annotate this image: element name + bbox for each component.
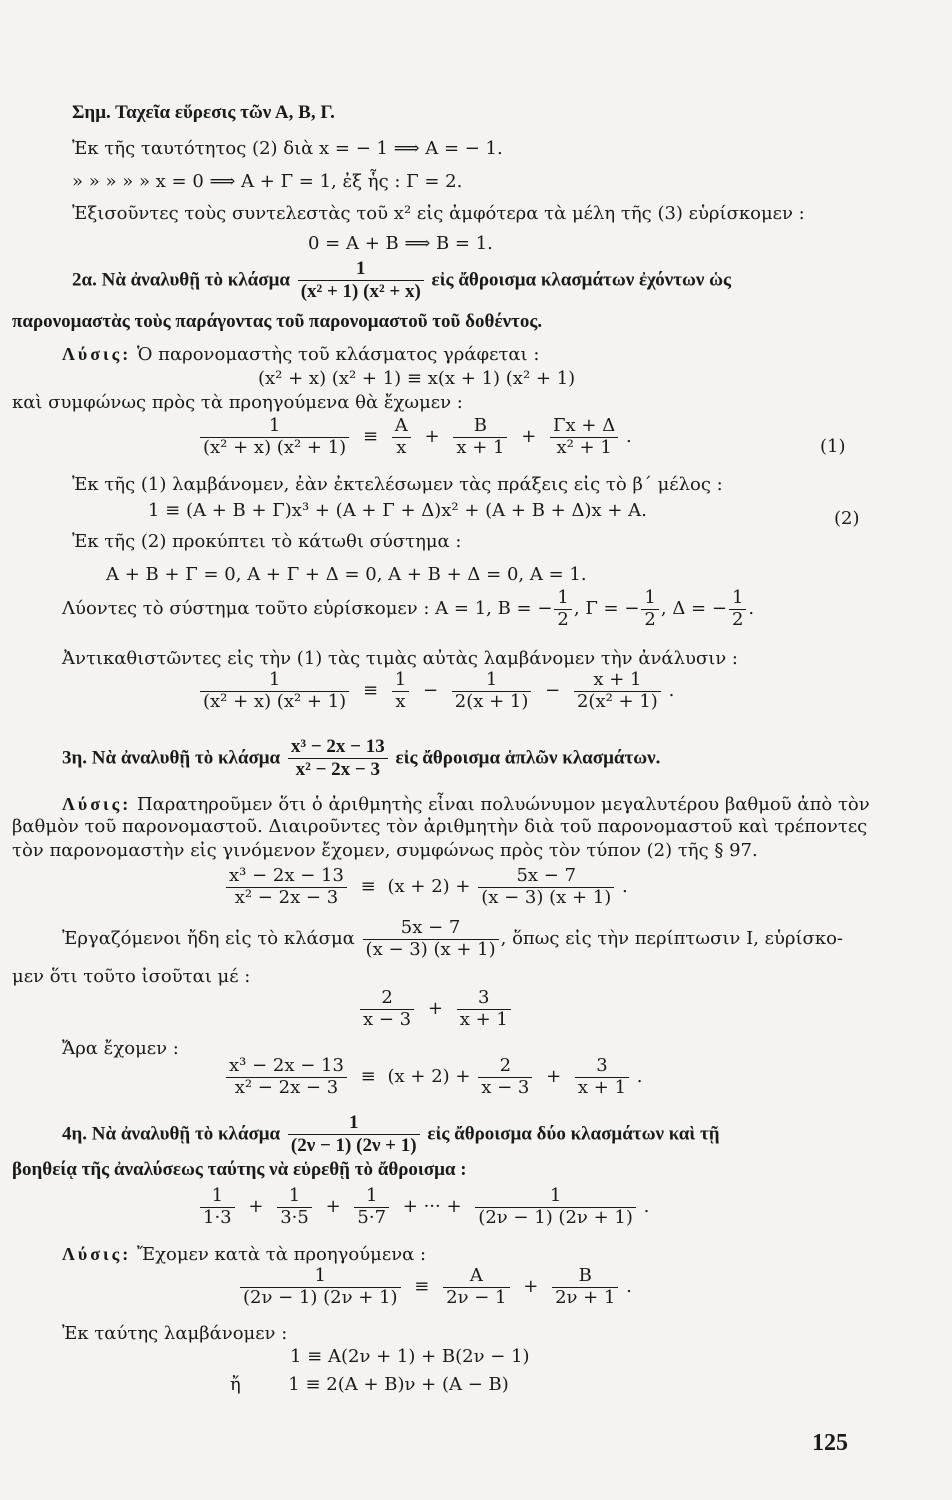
fraction [226,866,347,908]
numerator: 3 [575,1056,629,1078]
equation-tag: (2) [834,508,860,529]
period: . [626,1276,632,1298]
operator: + [523,1276,539,1298]
denominator: (2ν − 1) (2ν + 1) [290,1134,417,1156]
equation-sum [198,1186,649,1228]
text: , ὅπως εἰς τὴν περίπτωσιν Ι, εὑρίσκο- [500,928,843,950]
operator: − [422,680,439,702]
denominator: 2ν − 1 [446,1286,507,1308]
expression: (x + 2) + [387,1066,471,1088]
denominator: (x − 3) (x + 1) [365,938,496,960]
denominator: (x² + 1) (x² + x) [300,280,421,302]
fraction [240,1266,401,1308]
denominator: x² + 1 [556,436,612,458]
denominator: 5·7 [357,1206,387,1228]
numerator: 1 [200,416,349,438]
text-line: καὶ συμφώνως πρὸς τὰ προηγούμενα θὰ ἔχωμεν : [12,392,463,413]
denominator: x − 3 [363,1008,412,1030]
operator: + ··· + [402,1196,462,1218]
fraction [729,588,746,630]
denominator: 2(x² + 1) [576,690,658,712]
operator: + [427,998,443,1020]
period: . [625,426,632,448]
fraction [354,1186,389,1228]
operator: − [545,680,561,702]
problem-2a-heading [72,258,731,303]
text-line: Ἀντικαθιστῶντες εἰς τὴν (1) τὰς τιμὰς αὐτὰς λαμβάνομεν τὴν ἀνάλυσιν : [62,648,738,669]
fraction [226,1056,347,1098]
text-line: βαθμὸν τοῦ παρονομαστοῦ. Διαιροῦντες τὸν ἀριθμητὴν διὰ τοῦ παρονομαστοῦ καὶ τρέποντες [12,816,868,837]
text-line: τὸν παρονομαστὴν εἰς γινόμενον ἔχομεν, συμφώνως πρὸς τὸν τύπον (2) τῆς § 97. [12,840,758,861]
numerator: Γx + Δ [550,416,618,438]
fraction [574,670,661,712]
text-line: Ἐξισοῦντες τοὺς συντελεστὰς τοῦ x² εἰς ἀμφότερα τὰ μέλη τῆς (3) εὑρίσκομεν : [72,203,805,224]
equation-2: 1 ≡ (A + B + Γ)x³ + (A + Γ + Δ)x² + (A + B + Δ)x + A. [148,500,647,521]
denominator: 2 [644,608,656,630]
numerator: x³ − 2x − 13 [226,866,347,888]
denominator: 2 [557,608,569,630]
denominator: x + 1 [459,1008,508,1030]
equation [358,988,513,1030]
fraction [475,1186,636,1228]
operator: ≡ [360,876,376,898]
note-title: Σημ. Ταχεῖα εὕρεσις τῶν Α, Β, Γ. [72,102,335,123]
numerator: 1 [554,588,571,610]
equation-1 [198,416,632,458]
solution-line [62,1245,426,1264]
fraction [363,918,499,960]
problem-heading-tail: εἰς ἄθροισμα ἁπλῶν κλασμάτων. [395,747,661,769]
equation-tag: (1) [820,436,846,457]
numerator: 5x − 7 [478,866,614,888]
numerator: B [453,416,507,438]
numerator: 1 [452,670,532,692]
solution-text: Ὁ παρονομαστὴς τοῦ κλάσματος γράφεται : [136,344,540,365]
period: . [622,876,628,898]
equation [224,1056,643,1098]
numerator: A [443,1266,509,1288]
numerator: B [552,1266,618,1288]
fraction [200,416,349,458]
fraction [552,1266,618,1308]
numerator: A [392,416,411,438]
denominator: x² − 2x − 3 [295,758,380,780]
fraction [288,736,388,781]
fraction [200,670,349,712]
denominator: x + 1 [577,1076,627,1098]
page-number: 125 [812,1430,848,1456]
equation: (x² + x) (x² + 1) ≡ x(x + 1) (x² + 1) [258,368,576,389]
numerator: 1 [200,1186,235,1208]
numerator: 1 [200,670,349,692]
conjunction: ἤ [230,1374,241,1395]
numerator: 3 [457,988,511,1010]
equation: 1 ≡ A(2ν + 1) + B(2ν − 1) [290,1346,530,1367]
operator: + [521,426,537,448]
equation-system: A + B + Γ = 0, A + Γ + Δ = 0, A + B + Δ = 0, A = 1. [106,564,587,585]
numerator: 1 [354,1186,389,1208]
operator: + [546,1066,562,1088]
problem-heading-tail: εἰς ἄθροισμα δύο κλασμάτων καὶ τῇ [427,1123,720,1145]
numerator: x³ − 2x − 13 [288,736,388,759]
fraction [288,1112,420,1157]
period: . [668,680,675,702]
text-line: βοηθείᾳ τῆς ἀναλύσεως ταύτης νὰ εὑρεθῇ τὸ ἄθροισμα : [12,1159,467,1180]
operator: ≡ [362,426,379,448]
operator: ≡ [360,1066,376,1088]
fraction [457,988,511,1030]
period: . [636,1066,643,1088]
solution-text: Λύοντες τὸ σύστημα τοῦτο εὑρίσκομεν : A = 1, B = − [62,598,553,620]
denominator: (x² + x) (x² + 1) [203,690,347,712]
fraction [392,670,409,712]
fraction [550,416,618,458]
denominator: (2ν − 1) (2ν + 1) [243,1286,398,1308]
period: . [643,1196,650,1218]
solution-line [62,345,539,364]
denominator: (x − 3) (x + 1) [481,886,612,908]
denominator: x − 3 [481,1076,530,1098]
numerator: 2 [478,1056,532,1078]
problem-heading: 4η. Νὰ ἀναλυθῇ τὸ κλάσμα [62,1123,281,1145]
numerator: 5x − 7 [363,918,499,940]
fraction [575,1056,629,1098]
text-line: » » » » » x = 0 ⟹ A + Γ = 1, ἐξ ἧς : Γ = 2. [72,171,463,192]
operator: + [424,426,440,448]
fraction [392,416,411,458]
problem-heading: 3η. Νὰ ἀναλυθῇ τὸ κλάσμα [62,747,281,769]
denominator: x + 1 [456,436,505,458]
denominator: (2ν − 1) (2ν + 1) [478,1206,633,1228]
denominator: (x² + x) (x² + 1) [203,436,347,458]
fraction [452,670,532,712]
fraction [200,1186,235,1228]
numerator: 1 [288,1112,420,1135]
fraction [478,866,614,908]
text-line [62,918,843,960]
equation: 1 ≡ 2(A + B)ν + (A − B) [288,1374,509,1395]
numerator: x + 1 [574,670,661,692]
text-line: μεν ὅτι τοῦτο ἰσοῦται μέ : [12,966,251,987]
problem-heading: 2α. Νὰ ἀναλυθῇ τὸ κλάσμα [72,269,290,291]
denominator: 2 [731,608,744,630]
numerator: 1 [392,670,409,692]
equation-line [230,1376,509,1394]
text-line: Ἐκ τῆς (1) λαμβάνομεν, ἐὰν ἐκτελέσωμεν τὰς πράξεις εἰς τὸ β΄ μέλος : [72,474,723,495]
equation: 0 = A + B ⟹ B = 1. [308,233,493,254]
numerator: 1 [729,588,746,610]
equation [238,1266,632,1308]
solution-text: Ἔχομεν κατὰ τὰ προηγούμενα : [136,1244,427,1265]
numerator: 1 [240,1266,401,1288]
fraction [298,258,424,303]
text-line: παρονομαστὰς τοὺς παράγοντας τοῦ παρονομαστοῦ τοῦ δοθέντος. [12,311,543,332]
equation [224,866,628,908]
fraction [554,588,571,630]
solution-line [62,795,870,814]
numerator: 2 [360,988,414,1010]
solution-label: Λύσις: [62,794,132,814]
solution-text: , Γ = − [573,598,640,620]
fraction [641,588,658,630]
solution-text: , Δ = − [660,598,727,620]
numerator: 1 [277,1186,312,1208]
denominator: 1·3 [203,1206,232,1228]
numerator: x³ − 2x − 13 [226,1056,347,1078]
problem-4-heading [62,1112,720,1157]
solution-label: Λύσις: [62,1244,132,1264]
problem-heading-tail: εἰς ἄθροισμα κλασμάτων ἐχόντων ὡς [431,269,732,291]
fraction [443,1266,509,1308]
denominator: x [396,436,407,458]
operator: ≡ [362,680,379,702]
fraction [277,1186,312,1228]
equation-3 [198,670,674,712]
text-line: Ἐκ τῆς (2) προκύπτει τὸ κάτωθι σύστημα : [72,531,462,552]
text-line: Ἄρα ἔχομεν : [62,1038,179,1059]
fraction [360,988,414,1030]
numerator: 1 [475,1186,636,1208]
expression: (x + 2) + [387,876,471,898]
denominator: x² − 2x − 3 [234,886,339,908]
solution-values: Λύοντες τὸ σύστημα τοῦτο εὑρίσκομεν : A = 1, B = − $\frac{1}{2}$ , Γ = − $\frac{1}{2}$ , Δ = − $\frac{1}{2}$ . [62,587,755,630]
denominator: 2(x + 1) [454,690,529,712]
denominator: 2ν + 1 [555,1286,616,1308]
fraction [478,1056,532,1098]
denominator: 3·5 [280,1206,309,1228]
text-line: Ἐκ τῆς ταυτότητος (2) διὰ x = − 1 ⟹ A = − 1. [72,138,503,159]
operator: ≡ [414,1276,430,1298]
operator: + [325,1196,341,1218]
numerator: 1 [298,258,424,281]
fraction [453,416,507,458]
operator: + [248,1196,264,1218]
denominator: x² − 2x − 3 [234,1076,339,1098]
denominator: x [395,690,406,712]
problem-3-heading [62,736,660,781]
text: Ἐργαζόμενοι ἤδη εἰς τὸ κλάσμα [62,928,355,950]
solution-text: Παρατηροῦμεν ὅτι ὁ ἀριθμητὴς εἶναι πολυώνυμον μεγαλυτέρου βαθμοῦ ἀπὸ τὸν [136,794,870,815]
numerator: 1 [641,588,658,610]
solution-label: Λύσις: [62,344,132,364]
text-line: Ἐκ ταύτης λαμβάνομεν : [62,1323,288,1344]
